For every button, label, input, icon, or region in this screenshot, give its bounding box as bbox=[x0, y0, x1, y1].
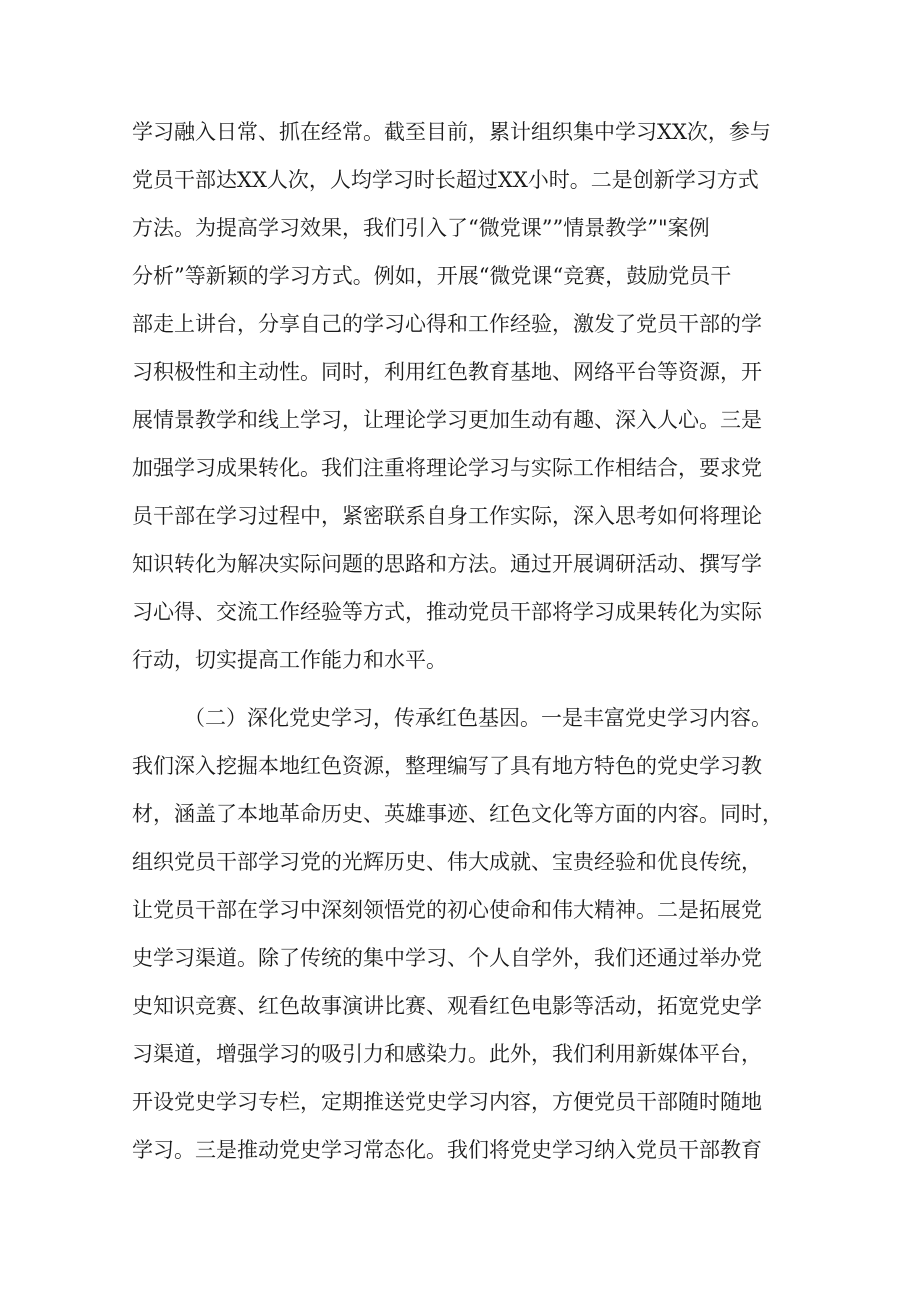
section-heading-line: （二）深化党史学习，传承红色基因。一是丰富党史学习内容。 bbox=[184, 706, 772, 730]
text-line: 展情景教学和线上学习，让理论学习更加生动有趣、深入人心。三是 bbox=[132, 408, 762, 432]
text-line: 员干部在学习过程中，紧密联系自身工作实际，深入思考如何将理论 bbox=[132, 504, 762, 528]
text-line: 加强学习成果转化。我们注重将理论学习与实际工作相结合，要求党 bbox=[132, 456, 762, 480]
text-line: 学习融入日常、抓在经常。截至目前，累计组织集中学习XX次，参与 bbox=[132, 120, 771, 144]
text-line: 行动，切实提高工作能力和水平。 bbox=[132, 648, 447, 672]
text-line: 史学习渠道。除了传统的集中学习、个人自学外，我们还通过举办党 bbox=[132, 946, 762, 970]
text-line: 习积极性和主动性。同时，利用红色教育基地、网络平台等资源，开 bbox=[132, 360, 762, 384]
text-line: 习渠道，增强学习的吸引力和感染力。此外，我们利用新媒体平台， bbox=[132, 1042, 762, 1066]
text-line: 开设党史学习专栏，定期推送党史学习内容，方便党员干部随时随地 bbox=[132, 1090, 762, 1114]
text-line: 让党员干部在学习中深刻领悟党的初心使命和伟大精神。二是拓展党 bbox=[132, 898, 762, 922]
text-line: 部走上讲台，分享自己的学习心得和工作经验，激发了党员干部的学 bbox=[132, 312, 762, 336]
text-line: 党员干部达XX人次，人均学习时长超过XX小时。二是创新学习方式 bbox=[132, 168, 759, 192]
text-line: 分析”等新颖的学习方式。例如，开展“微党课“竞赛，鼓励党员干 bbox=[132, 264, 732, 288]
text-line: 方法。为提高学习效果，我们引入了“微党课””情景教学”"案例 bbox=[132, 216, 710, 240]
text-line: 习心得、交流工作经验等方式，推动党员干部将学习成果转化为实际 bbox=[132, 600, 762, 624]
text-line: 学习。三是推动党史学习常态化。我们将党史学习纳入党员干部教育 bbox=[132, 1138, 762, 1162]
text-line: 我们深入挖掘本地红色资源，整理编写了具有地方特色的党史学习教 bbox=[132, 754, 762, 778]
text-line: 史知识竞赛、红色故事演讲比赛、观看红色电影等活动，拓宽党史学 bbox=[132, 994, 762, 1018]
text-line: 知识转化为解决实际问题的思路和方法。通过开展调研活动、撰写学 bbox=[132, 552, 762, 576]
text-line: 组织党员干部学习党的光辉历史、伟大成就、宝贵经验和优良传统， bbox=[132, 850, 762, 874]
text-line: 材，涵盖了本地革命历史、英雄事迹、红色文化等方面的内容。同时， bbox=[132, 802, 783, 826]
